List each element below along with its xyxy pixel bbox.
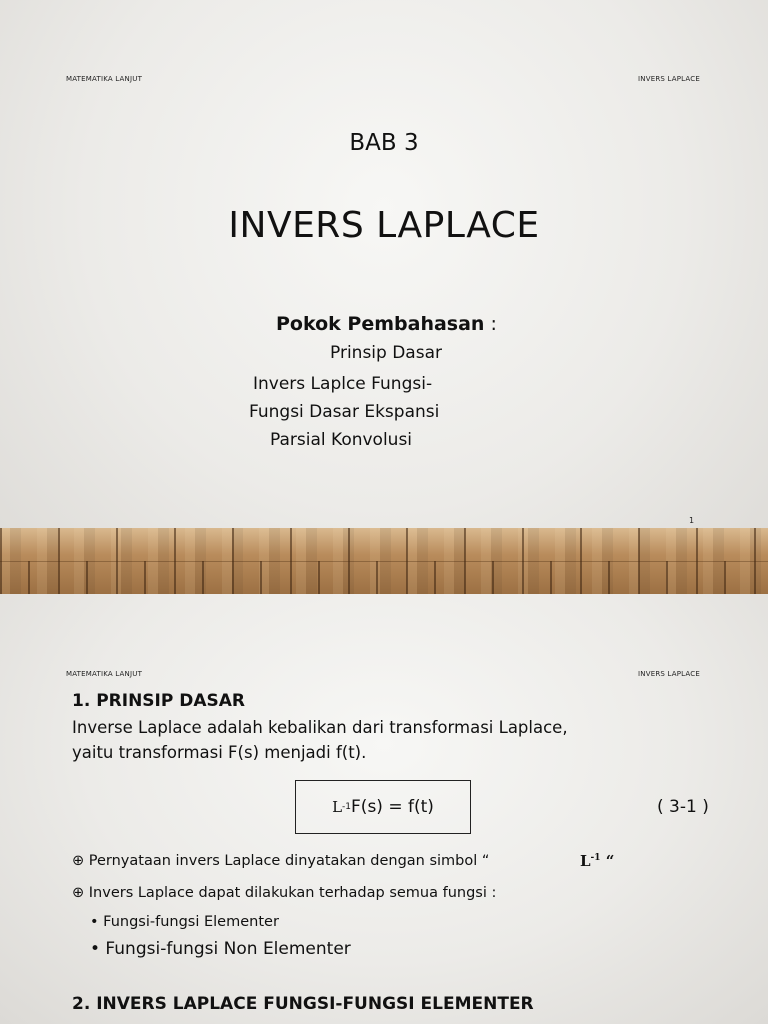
topics-heading (276, 313, 497, 335)
formula-box (295, 780, 471, 834)
page-number: 1 (689, 516, 695, 525)
symbol-L: L (580, 852, 591, 870)
sub-bullet-item: • Fungsi-fungsi Elementer (90, 914, 279, 930)
topics-heading-colon: : (484, 313, 497, 335)
topic-line: Prinsip Dasar (330, 343, 442, 363)
paragraph-line: Inverse Laplace adalah kebalikan dari transformasi Laplace, (72, 718, 568, 737)
circle-plus-icon: ⊕ (72, 853, 85, 869)
wood-floor-decoration (0, 528, 768, 594)
header-left: MATEMATIKA LANJUT (66, 75, 143, 83)
header-right: INVERS LAPLACE (638, 75, 700, 83)
circle-plus-icon: ⊕ (72, 885, 85, 901)
slide-title: INVERS LAPLACE (228, 205, 540, 246)
bullet-item (72, 853, 489, 869)
formula-L: L (332, 798, 343, 816)
bullet-text: Pernyataan invers Laplace dinyatakan dengan simbol “ (88, 853, 490, 869)
topic-line: Parsial Konvolusi (270, 430, 413, 450)
chapter-label: BAB 3 (349, 130, 419, 156)
inverse-laplace-symbol (580, 852, 614, 870)
formula-sup: -1 (342, 802, 352, 812)
sub-bullet-item: • Fungsi-fungsi Non Elementer (90, 939, 351, 959)
paragraph-line: yaitu transformasi F(s) menjadi f(t). (72, 743, 367, 762)
topic-line: Invers Laplce Fungsi- (253, 374, 433, 394)
header-right: INVERS LAPLACE (638, 670, 700, 678)
topic-line: Fungsi Dasar Ekspansi (249, 402, 440, 422)
symbol-close-quote: “ (600, 852, 615, 870)
topics-heading-text: Pokok Pembahasan (276, 313, 485, 335)
symbol-sup: -1 (590, 853, 601, 863)
header-left: MATEMATIKA LANJUT (66, 670, 143, 678)
content-slide (0, 594, 768, 1024)
formula-rest: F(s) = f(t) (351, 797, 434, 817)
bullet-text: Invers Laplace dapat dilakukan terhadap semua fungsi : (88, 885, 497, 901)
bullet-item (72, 885, 496, 901)
section-title: 1. PRINSIP DASAR (72, 691, 246, 711)
equation-number: ( 3-1 ) (657, 797, 709, 817)
section-title: 2. INVERS LAPLACE FUNGSI-FUNGSI ELEMENTER (72, 994, 534, 1014)
